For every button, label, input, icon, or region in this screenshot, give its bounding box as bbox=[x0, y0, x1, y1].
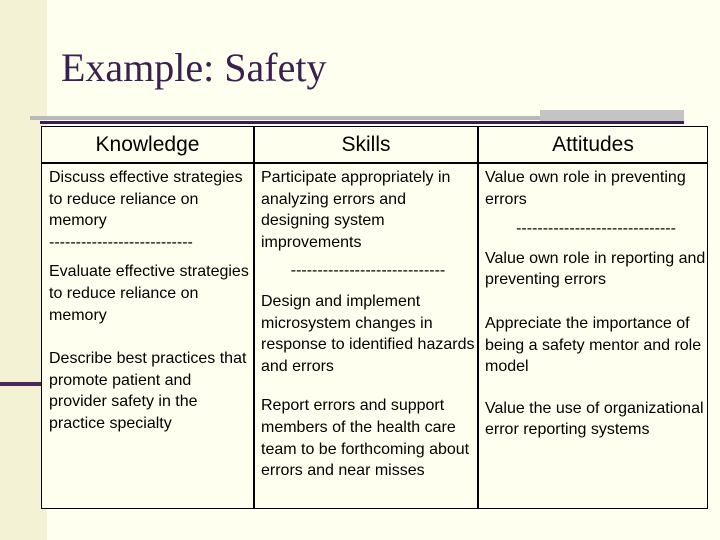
skills-item: Design and implement microsystem changes in response to identified hazards and errors bbox=[261, 292, 475, 375]
left-accent-bar bbox=[0, 0, 47, 540]
skills-item: Participate appropriately in analyzing errors and designing system improvements bbox=[261, 169, 451, 251]
knowledge-item: Describe best practices that promote patient and provider safety in the practice specialty bbox=[49, 350, 247, 432]
column-divider bbox=[477, 127, 479, 508]
attitudes-item: Value own role in reporting and preventing errors bbox=[485, 249, 706, 289]
header-attitudes: Attitudes bbox=[552, 133, 634, 156]
attitudes-item: Value the use of organizational error reporting systems bbox=[485, 399, 704, 439]
knowledge-item: Discuss effective strategies to reduce reliance on memory bbox=[49, 169, 243, 230]
competency-table bbox=[41, 126, 708, 509]
knowledge-separator: --------------------------- bbox=[49, 233, 193, 251]
attitudes-item: Value own role in preventing errors bbox=[485, 169, 686, 208]
header-knowledge: Knowledge bbox=[95, 133, 200, 156]
attitudes-column bbox=[485, 167, 707, 441]
attitudes-separator: ------------------------------ bbox=[516, 220, 676, 238]
slide-title: Example: Safety bbox=[61, 45, 327, 90]
skills-separator: ----------------------------- bbox=[290, 262, 446, 280]
knowledge-item: Evaluate effective strategies to reduce reliance on memory bbox=[49, 263, 249, 324]
title-rule-purple bbox=[40, 121, 684, 124]
skills-column bbox=[261, 167, 475, 482]
attitudes-item: Appreciate the importance of being a safety mentor and role model bbox=[485, 314, 702, 376]
knowledge-column bbox=[49, 167, 251, 435]
header-skills: Skills bbox=[341, 133, 391, 156]
skills-item: Report errors and support members of the health care team to be forthcoming about errors and near misses bbox=[261, 397, 470, 480]
column-divider bbox=[253, 127, 255, 508]
